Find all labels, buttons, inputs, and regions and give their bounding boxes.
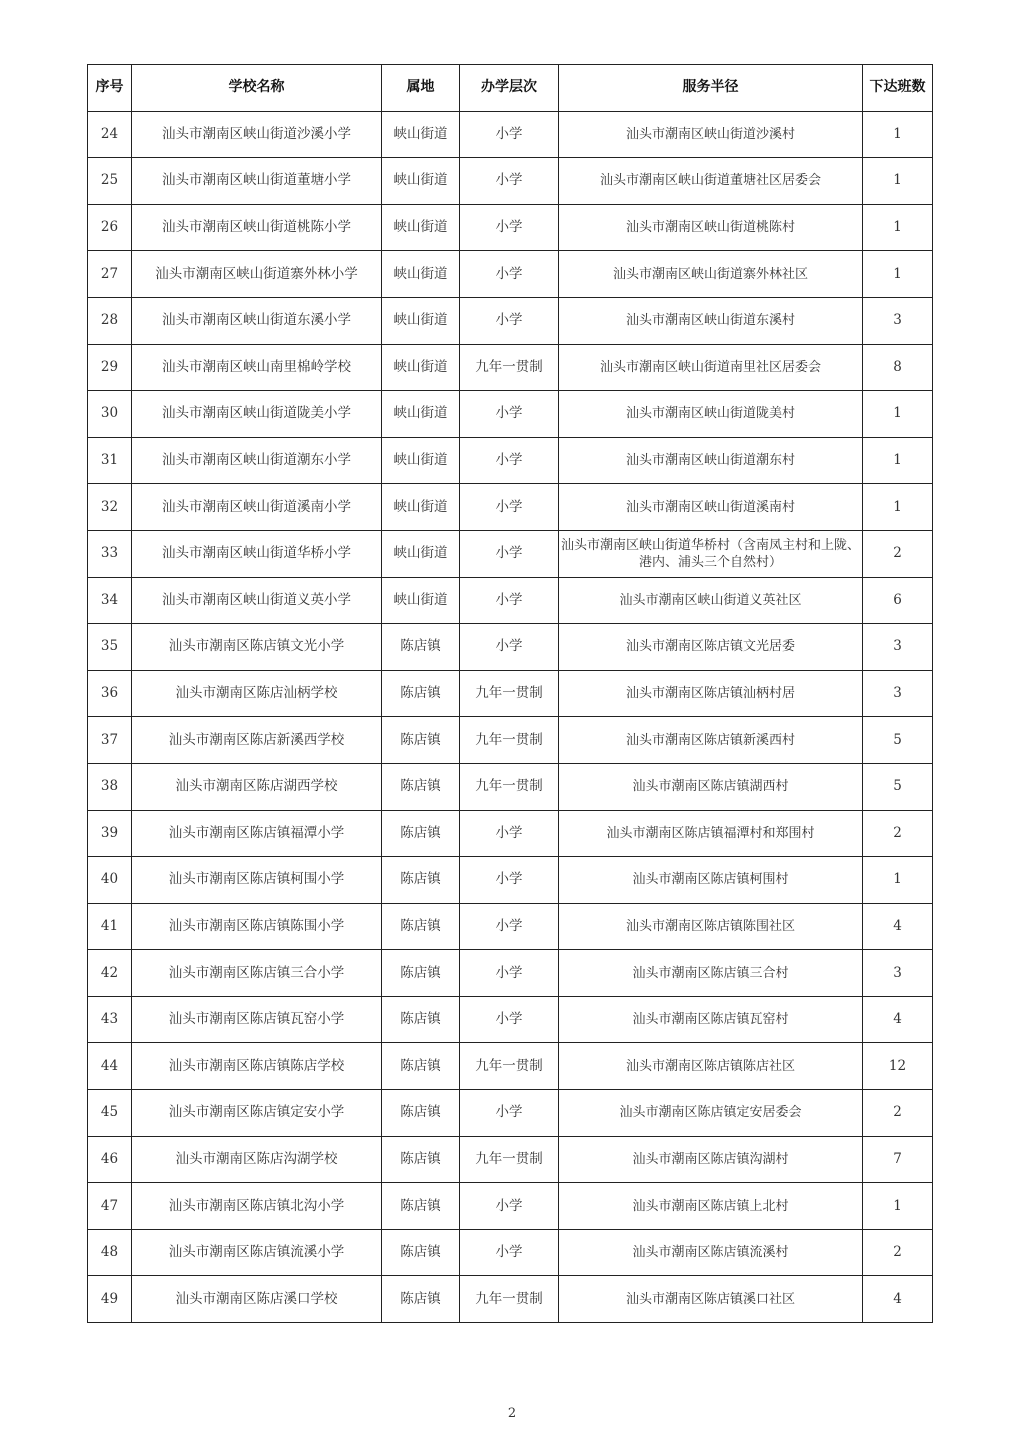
cell-locality: 陈店镇 xyxy=(382,1229,460,1276)
cell-service-area: 汕头市潮南区陈店镇上北村 xyxy=(559,1183,863,1230)
cell-locality: 峡山街道 xyxy=(382,530,460,577)
cell-index: 26 xyxy=(88,204,132,251)
cell-index: 25 xyxy=(88,158,132,205)
cell-service-area: 汕头市潮南区陈店镇三合村 xyxy=(559,950,863,997)
cell-locality: 陈店镇 xyxy=(382,1043,460,1090)
cell-school-name: 汕头市潮南区陈店镇三合小学 xyxy=(132,950,382,997)
table-row xyxy=(88,1276,933,1323)
cell-index: 49 xyxy=(88,1276,132,1323)
cell-school-level: 九年一贯制 xyxy=(460,763,559,810)
school-class-allocation-table xyxy=(87,64,933,1323)
cell-school-name: 汕头市潮南区陈店镇北沟小学 xyxy=(132,1183,382,1230)
table-row xyxy=(88,344,933,391)
table-body xyxy=(88,111,933,1322)
cell-school-name: 汕头市潮南区峡山街道董塘小学 xyxy=(132,158,382,205)
cell-class-count: 3 xyxy=(863,950,933,997)
cell-locality: 峡山街道 xyxy=(382,437,460,484)
cell-service-area: 汕头市潮南区陈店镇溪口社区 xyxy=(559,1276,863,1323)
cell-index: 39 xyxy=(88,810,132,857)
table-row xyxy=(88,530,933,577)
cell-index: 37 xyxy=(88,717,132,764)
cell-class-count: 1 xyxy=(863,437,933,484)
cell-school-level: 小学 xyxy=(460,950,559,997)
cell-school-level: 小学 xyxy=(460,1090,559,1137)
cell-index: 44 xyxy=(88,1043,132,1090)
cell-class-count: 2 xyxy=(863,530,933,577)
table-row xyxy=(88,1229,933,1276)
cell-school-name: 汕头市潮南区峡山街道义英小学 xyxy=(132,577,382,624)
cell-class-count: 1 xyxy=(863,251,933,298)
cell-locality: 峡山街道 xyxy=(382,204,460,251)
cell-locality: 陈店镇 xyxy=(382,717,460,764)
table-row xyxy=(88,437,933,484)
cell-index: 47 xyxy=(88,1183,132,1230)
cell-index: 40 xyxy=(88,857,132,904)
cell-school-name: 汕头市潮南区陈店镇福潭小学 xyxy=(132,810,382,857)
table-row xyxy=(88,111,933,158)
cell-school-name: 汕头市潮南区陈店沟湖学校 xyxy=(132,1136,382,1183)
cell-school-level: 九年一贯制 xyxy=(460,717,559,764)
cell-school-name: 汕头市潮南区陈店汕柄学校 xyxy=(132,670,382,717)
cell-class-count: 4 xyxy=(863,996,933,1043)
cell-index: 31 xyxy=(88,437,132,484)
cell-index: 35 xyxy=(88,624,132,671)
table-row xyxy=(88,670,933,717)
cell-index: 42 xyxy=(88,950,132,997)
cell-class-count: 1 xyxy=(863,158,933,205)
cell-school-name: 汕头市潮南区峡山街道沙溪小学 xyxy=(132,111,382,158)
table-row xyxy=(88,1183,933,1230)
cell-index: 24 xyxy=(88,111,132,158)
cell-locality: 陈店镇 xyxy=(382,810,460,857)
cell-service-area: 汕头市潮南区陈店镇陈围社区 xyxy=(559,903,863,950)
cell-locality: 峡山街道 xyxy=(382,251,460,298)
page-number: 2 xyxy=(507,1406,517,1421)
cell-locality: 峡山街道 xyxy=(382,577,460,624)
table-row xyxy=(88,251,933,298)
cell-locality: 峡山街道 xyxy=(382,297,460,344)
cell-class-count: 3 xyxy=(863,624,933,671)
cell-class-count: 4 xyxy=(863,1276,933,1323)
cell-school-name: 汕头市潮南区陈店镇文光小学 xyxy=(132,624,382,671)
cell-school-level: 小学 xyxy=(460,437,559,484)
cell-school-name: 汕头市潮南区峡山街道寨外林小学 xyxy=(132,251,382,298)
cell-locality: 峡山街道 xyxy=(382,391,460,438)
cell-school-level: 九年一贯制 xyxy=(460,1136,559,1183)
cell-school-level: 小学 xyxy=(460,1183,559,1230)
cell-service-area: 汕头市潮南区峡山街道沙溪村 xyxy=(559,111,863,158)
cell-class-count: 1 xyxy=(863,484,933,531)
cell-class-count: 1 xyxy=(863,391,933,438)
cell-locality: 陈店镇 xyxy=(382,996,460,1043)
cell-school-level: 九年一贯制 xyxy=(460,670,559,717)
cell-school-level: 小学 xyxy=(460,111,559,158)
cell-index: 36 xyxy=(88,670,132,717)
cell-class-count: 3 xyxy=(863,297,933,344)
cell-locality: 陈店镇 xyxy=(382,1090,460,1137)
cell-index: 43 xyxy=(88,996,132,1043)
cell-school-level: 小学 xyxy=(460,297,559,344)
cell-school-level: 小学 xyxy=(460,530,559,577)
cell-locality: 陈店镇 xyxy=(382,624,460,671)
cell-locality: 陈店镇 xyxy=(382,1136,460,1183)
cell-service-area: 汕头市潮南区陈店镇福潭村和郑围村 xyxy=(559,810,863,857)
cell-service-area: 汕头市潮南区陈店镇柯围村 xyxy=(559,857,863,904)
cell-service-area: 汕头市潮南区陈店镇文光居委 xyxy=(559,624,863,671)
cell-school-name: 汕头市潮南区陈店镇陈围小学 xyxy=(132,903,382,950)
cell-service-area: 汕头市潮南区陈店镇瓦窑村 xyxy=(559,996,863,1043)
cell-service-area: 汕头市潮南区峡山街道陇美村 xyxy=(559,391,863,438)
cell-locality: 陈店镇 xyxy=(382,1183,460,1230)
table-row xyxy=(88,950,933,997)
table-row xyxy=(88,391,933,438)
cell-service-area: 汕头市潮南区峡山街道华桥村（含南凤主村和上陇、港内、浦头三个自然村） xyxy=(559,530,863,577)
cell-class-count: 6 xyxy=(863,577,933,624)
header-school-level: 办学层次 xyxy=(460,65,559,112)
cell-class-count: 5 xyxy=(863,763,933,810)
cell-class-count: 2 xyxy=(863,1090,933,1137)
cell-index: 32 xyxy=(88,484,132,531)
cell-service-area: 汕头市潮南区峡山街道潮东村 xyxy=(559,437,863,484)
cell-service-area: 汕头市潮南区峡山街道南里社区居委会 xyxy=(559,344,863,391)
cell-service-area: 汕头市潮南区陈店镇汕柄村居 xyxy=(559,670,863,717)
cell-school-level: 小学 xyxy=(460,251,559,298)
cell-school-level: 小学 xyxy=(460,996,559,1043)
table-row xyxy=(88,717,933,764)
cell-school-name: 汕头市潮南区峡山街道东溪小学 xyxy=(132,297,382,344)
cell-locality: 峡山街道 xyxy=(382,158,460,205)
cell-school-name: 汕头市潮南区陈店镇定安小学 xyxy=(132,1090,382,1137)
cell-service-area: 汕头市潮南区陈店镇流溪村 xyxy=(559,1229,863,1276)
table-row xyxy=(88,158,933,205)
cell-school-level: 九年一贯制 xyxy=(460,1043,559,1090)
cell-class-count: 2 xyxy=(863,1229,933,1276)
cell-index: 46 xyxy=(88,1136,132,1183)
cell-service-area: 汕头市潮南区峡山街道董塘社区居委会 xyxy=(559,158,863,205)
table-row xyxy=(88,810,933,857)
table-row xyxy=(88,763,933,810)
table-row xyxy=(88,204,933,251)
cell-locality: 峡山街道 xyxy=(382,344,460,391)
cell-class-count: 5 xyxy=(863,717,933,764)
cell-locality: 峡山街道 xyxy=(382,484,460,531)
cell-school-name: 汕头市潮南区陈店镇柯围小学 xyxy=(132,857,382,904)
cell-class-count: 3 xyxy=(863,670,933,717)
cell-locality: 陈店镇 xyxy=(382,670,460,717)
cell-school-level: 小学 xyxy=(460,857,559,904)
cell-index: 48 xyxy=(88,1229,132,1276)
cell-service-area: 汕头市潮南区峡山街道义英社区 xyxy=(559,577,863,624)
cell-school-level: 小学 xyxy=(460,484,559,531)
cell-class-count: 7 xyxy=(863,1136,933,1183)
cell-school-name: 汕头市潮南区峡山街道陇美小学 xyxy=(132,391,382,438)
cell-index: 41 xyxy=(88,903,132,950)
table-row xyxy=(88,857,933,904)
cell-school-name: 汕头市潮南区陈店溪口学校 xyxy=(132,1276,382,1323)
cell-school-name: 汕头市潮南区陈店湖西学校 xyxy=(132,763,382,810)
cell-locality: 陈店镇 xyxy=(382,950,460,997)
cell-school-level: 小学 xyxy=(460,624,559,671)
cell-index: 29 xyxy=(88,344,132,391)
cell-school-name: 汕头市潮南区陈店镇陈店学校 xyxy=(132,1043,382,1090)
table-row xyxy=(88,297,933,344)
header-index: 序号 xyxy=(88,65,132,112)
cell-index: 33 xyxy=(88,530,132,577)
cell-school-level: 九年一贯制 xyxy=(460,1276,559,1323)
cell-index: 30 xyxy=(88,391,132,438)
cell-school-name: 汕头市潮南区峡山街道桃陈小学 xyxy=(132,204,382,251)
cell-class-count: 1 xyxy=(863,204,933,251)
table-row xyxy=(88,1090,933,1137)
table-row xyxy=(88,903,933,950)
cell-school-name: 汕头市潮南区峡山南里棉岭学校 xyxy=(132,344,382,391)
cell-class-count: 1 xyxy=(863,1183,933,1230)
table-row xyxy=(88,1136,933,1183)
cell-service-area: 汕头市潮南区峡山街道寨外林社区 xyxy=(559,251,863,298)
cell-school-level: 小学 xyxy=(460,391,559,438)
cell-locality: 峡山街道 xyxy=(382,111,460,158)
cell-school-level: 九年一贯制 xyxy=(460,344,559,391)
cell-locality: 陈店镇 xyxy=(382,857,460,904)
cell-class-count: 1 xyxy=(863,857,933,904)
header-locality: 属地 xyxy=(382,65,460,112)
cell-class-count: 8 xyxy=(863,344,933,391)
header-school-name: 学校名称 xyxy=(132,65,382,112)
table-row xyxy=(88,624,933,671)
cell-class-count: 4 xyxy=(863,903,933,950)
header-service-area: 服务半径 xyxy=(559,65,863,112)
cell-service-area: 汕头市潮南区陈店镇沟湖村 xyxy=(559,1136,863,1183)
cell-school-level: 小学 xyxy=(460,903,559,950)
cell-school-name: 汕头市潮南区峡山街道华桥小学 xyxy=(132,530,382,577)
cell-school-name: 汕头市潮南区陈店镇瓦窑小学 xyxy=(132,996,382,1043)
cell-service-area: 汕头市潮南区陈店镇湖西村 xyxy=(559,763,863,810)
table-row xyxy=(88,577,933,624)
cell-locality: 陈店镇 xyxy=(382,763,460,810)
cell-school-level: 小学 xyxy=(460,1229,559,1276)
cell-school-name: 汕头市潮南区陈店镇流溪小学 xyxy=(132,1229,382,1276)
cell-school-level: 小学 xyxy=(460,204,559,251)
cell-class-count: 2 xyxy=(863,810,933,857)
cell-service-area: 汕头市潮南区陈店镇陈店社区 xyxy=(559,1043,863,1090)
table-row xyxy=(88,996,933,1043)
cell-service-area: 汕头市潮南区陈店镇定安居委会 xyxy=(559,1090,863,1137)
table-row xyxy=(88,484,933,531)
cell-school-level: 小学 xyxy=(460,577,559,624)
cell-school-level: 小学 xyxy=(460,810,559,857)
cell-index: 27 xyxy=(88,251,132,298)
cell-service-area: 汕头市潮南区峡山街道东溪村 xyxy=(559,297,863,344)
table-row xyxy=(88,1043,933,1090)
cell-school-name: 汕头市潮南区峡山街道潮东小学 xyxy=(132,437,382,484)
header-row xyxy=(88,65,933,112)
cell-class-count: 12 xyxy=(863,1043,933,1090)
cell-school-name: 汕头市潮南区峡山街道溪南小学 xyxy=(132,484,382,531)
cell-index: 34 xyxy=(88,577,132,624)
cell-index: 38 xyxy=(88,763,132,810)
cell-class-count: 1 xyxy=(863,111,933,158)
header-class-count: 下达班数 xyxy=(863,65,933,112)
cell-service-area: 汕头市潮南区峡山街道桃陈村 xyxy=(559,204,863,251)
cell-service-area: 汕头市潮南区陈店镇新溪西村 xyxy=(559,717,863,764)
cell-school-level: 小学 xyxy=(460,158,559,205)
cell-service-area: 汕头市潮南区峡山街道溪南村 xyxy=(559,484,863,531)
cell-locality: 陈店镇 xyxy=(382,903,460,950)
cell-index: 28 xyxy=(88,297,132,344)
cell-index: 45 xyxy=(88,1090,132,1137)
cell-school-name: 汕头市潮南区陈店新溪西学校 xyxy=(132,717,382,764)
cell-locality: 陈店镇 xyxy=(382,1276,460,1323)
